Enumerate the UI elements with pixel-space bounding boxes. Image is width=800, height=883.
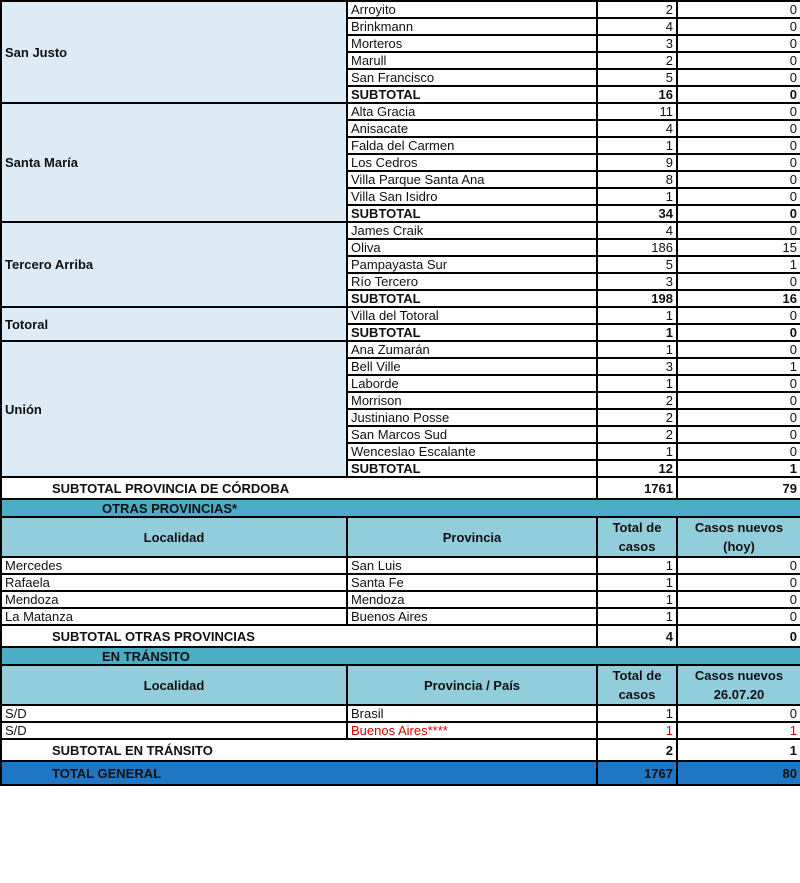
total-cases-cell: 5	[597, 69, 677, 86]
new-cases-cell: 15	[677, 239, 800, 256]
total-general	[1, 761, 800, 785]
total-cases-cell: 1	[597, 341, 677, 358]
en-transito-header-row	[1, 665, 800, 705]
total-general-label: TOTAL GENERAL	[1, 761, 597, 785]
subtotal-label: SUBTOTAL	[347, 460, 597, 477]
en-transito-subtotal-new: 1	[677, 739, 800, 761]
subtotal-new: 0	[677, 324, 800, 341]
total-cases-cell: 2	[597, 1, 677, 18]
new-cases-cell: 0	[677, 591, 800, 608]
new-cases-cell: 0	[677, 375, 800, 392]
new-cases-cell: 0	[677, 18, 800, 35]
total-cases-cell: 1	[597, 443, 677, 460]
column-header-provincia: Provincia / País	[347, 665, 597, 705]
provincia-cell: Mendoza	[347, 591, 597, 608]
en-transito-title: EN TRÁNSITO	[1, 647, 800, 665]
total-cases-cell: 2	[597, 392, 677, 409]
total-cases-cell: 9	[597, 154, 677, 171]
localidad-cell: Anisacate	[347, 120, 597, 137]
localidad-cell: Oliva	[347, 239, 597, 256]
localidad-cell: Wenceslao Escalante	[347, 443, 597, 460]
new-cases-cell: 0	[677, 188, 800, 205]
subtotal-label: SUBTOTAL	[347, 86, 597, 103]
total-cases-cell: 1	[597, 307, 677, 324]
department-name: San Justo	[1, 1, 347, 103]
localidad-cell: San Marcos Sud	[347, 426, 597, 443]
en-transito-subtotal-label: SUBTOTAL EN TRÁNSITO	[1, 739, 597, 761]
localidad-cell: Bell Ville	[347, 358, 597, 375]
localidad-cell: Ana Zumarán	[347, 341, 597, 358]
total-cases-cell: 3	[597, 358, 677, 375]
subtotal-new: 0	[677, 205, 800, 222]
localidad-cell: San Francisco	[347, 69, 597, 86]
table-row	[1, 705, 800, 722]
subtotal-cordoba-new: 79	[677, 477, 800, 499]
new-cases-cell: 1	[677, 722, 800, 739]
total-cases-cell: 3	[597, 273, 677, 290]
localidad-cell: Falda del Carmen	[347, 137, 597, 154]
new-cases-cell: 0	[677, 69, 800, 86]
localidad-cell: Villa San Isidro	[347, 188, 597, 205]
localidad-cell: Morteros	[347, 35, 597, 52]
provincia-cell: Santa Fe	[347, 574, 597, 591]
new-cases-cell: 0	[677, 120, 800, 137]
total-cases-cell: 4	[597, 222, 677, 239]
new-cases-cell: 0	[677, 273, 800, 290]
new-cases-cell: 0	[677, 35, 800, 52]
cases-table-body	[1, 1, 800, 785]
department-name: Unión	[1, 341, 347, 477]
column-header-nuevos: Casos nuevos 26.07.20	[677, 665, 800, 705]
localidad-cell: Brinkmann	[347, 18, 597, 35]
new-cases-cell: 0	[677, 557, 800, 574]
localidad-cell: La Matanza	[1, 608, 347, 625]
department-name: Tercero Arriba	[1, 222, 347, 307]
subtotal-total: 12	[597, 460, 677, 477]
column-header-total: Total de casos	[597, 517, 677, 557]
total-cases-cell: 1	[597, 137, 677, 154]
total-cases-cell: 1	[597, 705, 677, 722]
subtotal-label: SUBTOTAL	[347, 290, 597, 307]
new-cases-cell: 0	[677, 222, 800, 239]
en-transito-subtotal	[1, 739, 800, 761]
new-cases-cell: 0	[677, 574, 800, 591]
new-cases-cell: 0	[677, 307, 800, 324]
total-cases-cell: 1	[597, 188, 677, 205]
table-row	[1, 591, 800, 608]
subtotal-label: SUBTOTAL	[347, 205, 597, 222]
localidad-cell: Arroyito	[347, 1, 597, 18]
subtotal-new: 1	[677, 460, 800, 477]
table-row	[1, 307, 800, 324]
otras-provincias-title: OTRAS PROVINCIAS*	[1, 499, 800, 517]
subtotal-total: 16	[597, 86, 677, 103]
subtotal-label: SUBTOTAL	[347, 324, 597, 341]
total-cases-cell: 2	[597, 426, 677, 443]
total-cases-cell: 1	[597, 557, 677, 574]
new-cases-cell: 0	[677, 103, 800, 120]
table-row	[1, 103, 800, 120]
localidad-cell: Villa del Totoral	[347, 307, 597, 324]
new-cases-cell: 0	[677, 154, 800, 171]
table-row	[1, 222, 800, 239]
table-row	[1, 722, 800, 739]
new-cases-cell: 0	[677, 171, 800, 188]
localidad-cell: Villa Parque Santa Ana	[347, 171, 597, 188]
new-cases-cell: 0	[677, 608, 800, 625]
otras-provincias-subtotal-total: 4	[597, 625, 677, 647]
total-cases-cell: 11	[597, 103, 677, 120]
total-cases-cell: 4	[597, 120, 677, 137]
localidad-cell: S/D	[1, 722, 347, 739]
total-cases-cell: 2	[597, 409, 677, 426]
localidad-cell: Morrison	[347, 392, 597, 409]
new-cases-cell: 0	[677, 137, 800, 154]
column-header-localidad: Localidad	[1, 665, 347, 705]
new-cases-cell: 0	[677, 705, 800, 722]
total-cases-cell: 2	[597, 52, 677, 69]
provincia-cell: Brasil	[347, 705, 597, 722]
total-cases-cell: 4	[597, 18, 677, 35]
otras-provincias-subtotal-label: SUBTOTAL OTRAS PROVINCIAS	[1, 625, 597, 647]
total-cases-cell: 3	[597, 35, 677, 52]
localidad-cell: Laborde	[347, 375, 597, 392]
subtotal-total: 198	[597, 290, 677, 307]
total-cases-cell: 1	[597, 608, 677, 625]
localidad-cell: Río Tercero	[347, 273, 597, 290]
subtotal-cordoba-total: 1761	[597, 477, 677, 499]
subtotal-total: 34	[597, 205, 677, 222]
total-cases-cell: 1	[597, 591, 677, 608]
new-cases-cell: 0	[677, 443, 800, 460]
total-cases-cell: 186	[597, 239, 677, 256]
localidad-cell: Justiniano Posse	[347, 409, 597, 426]
table-row	[1, 574, 800, 591]
total-cases-cell: 1	[597, 574, 677, 591]
column-header-localidad: Localidad	[1, 517, 347, 557]
subtotal-cordoba-label: SUBTOTAL PROVINCIA DE CÓRDOBA	[1, 477, 597, 499]
subtotal-new: 0	[677, 86, 800, 103]
localidad-cell: S/D	[1, 705, 347, 722]
new-cases-cell: 0	[677, 426, 800, 443]
localidad-cell: Alta Gracia	[347, 103, 597, 120]
localidad-cell: Rafaela	[1, 574, 347, 591]
localidad-cell: Los Cedros	[347, 154, 597, 171]
new-cases-cell: 0	[677, 1, 800, 18]
total-cases-cell: 1	[597, 375, 677, 392]
new-cases-cell: 1	[677, 256, 800, 273]
table-row	[1, 341, 800, 358]
provincia-cell: Buenos Aires****	[347, 722, 597, 739]
new-cases-cell: 0	[677, 392, 800, 409]
total-cases-cell: 1	[597, 722, 677, 739]
department-name: Totoral	[1, 307, 347, 341]
localidad-cell: James Craik	[347, 222, 597, 239]
total-general-total: 1767	[597, 761, 677, 785]
localidad-cell: Pampayasta Sur	[347, 256, 597, 273]
otras-provincias-title-row	[1, 499, 800, 517]
provincia-cell: Buenos Aires	[347, 608, 597, 625]
subtotal-cordoba	[1, 477, 800, 499]
column-header-provincia: Provincia	[347, 517, 597, 557]
otras-provincias-subtotal	[1, 625, 800, 647]
provincia-cell: San Luis	[347, 557, 597, 574]
localidad-cell: Mercedes	[1, 557, 347, 574]
department-name: Santa María	[1, 103, 347, 222]
subtotal-new: 16	[677, 290, 800, 307]
new-cases-cell: 0	[677, 341, 800, 358]
column-header-nuevos: Casos nuevos (hoy)	[677, 517, 800, 557]
total-cases-cell: 8	[597, 171, 677, 188]
subtotal-total: 1	[597, 324, 677, 341]
new-cases-cell: 0	[677, 409, 800, 426]
column-header-total: Total de casos	[597, 665, 677, 705]
new-cases-cell: 0	[677, 52, 800, 69]
otras-provincias-header-row	[1, 517, 800, 557]
total-general-new: 80	[677, 761, 800, 785]
otras-provincias-subtotal-new: 0	[677, 625, 800, 647]
table-row	[1, 1, 800, 18]
en-transito-subtotal-total: 2	[597, 739, 677, 761]
new-cases-cell: 1	[677, 358, 800, 375]
table-row	[1, 557, 800, 574]
en-transito-title-row	[1, 647, 800, 665]
localidad-cell: Mendoza	[1, 591, 347, 608]
table-row	[1, 608, 800, 625]
total-cases-cell: 5	[597, 256, 677, 273]
localidad-cell: Marull	[347, 52, 597, 69]
